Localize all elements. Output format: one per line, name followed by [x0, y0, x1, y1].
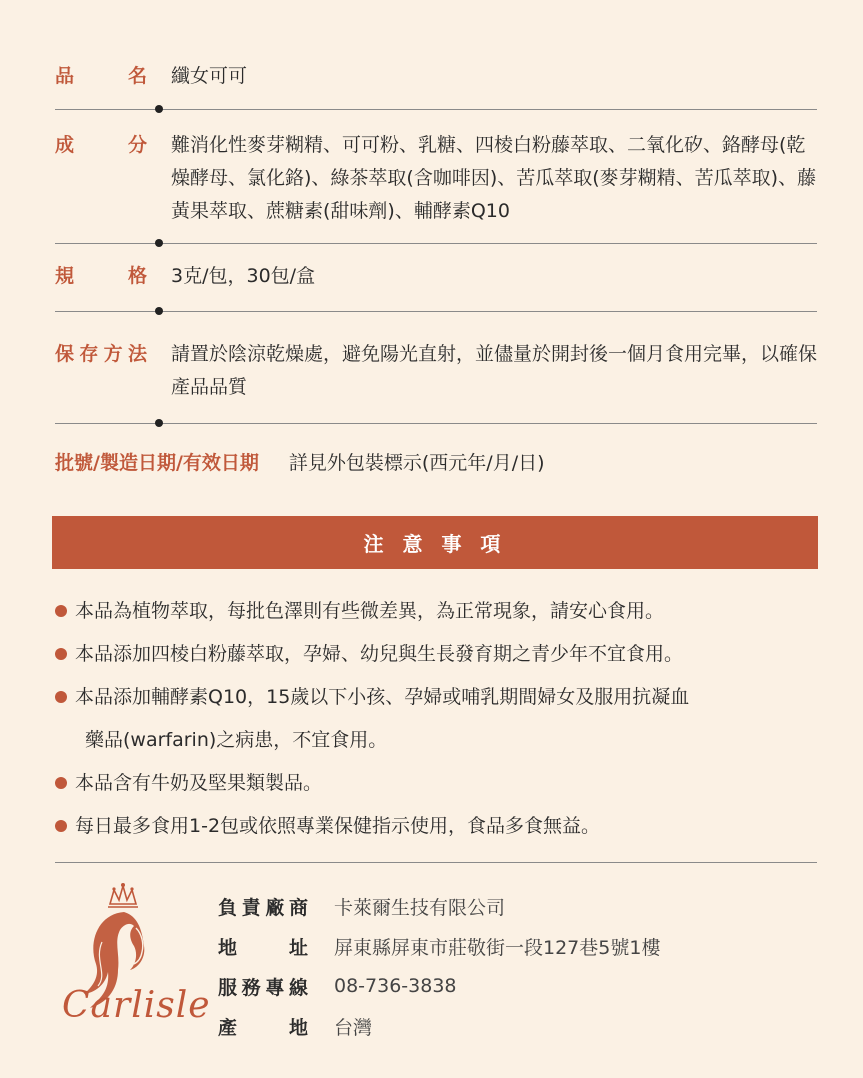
notice-item-text: 本品含有牛奶及堅果類製品。: [75, 772, 323, 794]
notice-item: [55, 676, 825, 719]
company-service-row: [218, 966, 660, 1006]
spec-name-value: 纖女可可: [171, 65, 248, 87]
spec-name-label: 品 名: [55, 65, 147, 87]
notice-item-text: 藥品(warfarin)之病患，不宜食用。: [85, 729, 388, 751]
notice-list: [55, 590, 825, 848]
notice-item: [55, 805, 825, 848]
company-responsible-row: [218, 886, 660, 926]
brand-name: Carlisle: [62, 985, 211, 1026]
spec-ingredients-row: [55, 129, 817, 228]
notice-item: [55, 590, 825, 633]
divider-dot: [155, 105, 163, 113]
notice-item: [55, 633, 825, 676]
divider: [55, 243, 817, 244]
divider: [55, 423, 817, 424]
divider-dot: [155, 239, 163, 247]
divider: [55, 311, 817, 312]
spec-size-row: [55, 260, 817, 293]
spec-storage-value: 請置於陰涼乾燥處，避免陽光直射，並儘量於開封後一個月食用完畢，以確保產品品質: [171, 343, 818, 398]
company-responsible-value: 卡萊爾生技有限公司: [334, 896, 506, 919]
divider: [55, 109, 817, 110]
bullet-icon: [55, 820, 67, 832]
bullet-icon: [55, 691, 67, 703]
spec-ingredients-label: 成 分: [55, 134, 147, 156]
company-address-label: 地 址: [218, 936, 308, 959]
spec-size-value: 3克/包，30包/盒: [171, 265, 316, 287]
spec-storage-label: 保存方法: [55, 343, 147, 365]
notice-item-text: 每日最多食用1-2包或依照專業保健指示使用，食品多食無益。: [75, 815, 601, 837]
company-info: [218, 886, 660, 1046]
company-address-value: 屏東縣屏東市莊敬街一段127巷5號1樓: [334, 936, 661, 959]
notice-item-text: 本品添加輔酵素Q10，15歲以下小孩、孕婦或哺乳期間婦女及服用抗凝血: [75, 686, 690, 708]
notice-banner: 注 意 事 項: [52, 516, 818, 569]
bullet-icon: [55, 777, 67, 789]
spec-ingredients-value: 難消化性麥芽糊精、可可粉、乳糖、四棱白粉藤萃取、二氧化矽、鉻酵母(乾燥酵母、氯化鉻)、綠茶萃取(含咖啡因)、苦瓜萃取(麥芽糊精、苦瓜萃取)、藤黃果萃取、蔗糖素(甜味劑)、輔酵素Q10: [171, 134, 817, 222]
divider: [55, 862, 817, 863]
company-address-row: [218, 926, 660, 966]
spec-size-label: 規 格: [55, 265, 147, 287]
company-origin-row: [218, 1006, 660, 1046]
company-service-value: 08-736-3838: [334, 975, 457, 997]
spec-batch-value: 詳見外包裝標示(西元年/月/日): [288, 452, 545, 474]
spec-batch-row: [55, 447, 817, 480]
spec-storage-row: [55, 338, 817, 404]
bullet-icon: [55, 605, 67, 617]
bullet-icon: [55, 648, 67, 660]
notice-item-continued: [55, 719, 825, 762]
company-origin-label: 產 地: [218, 1016, 308, 1039]
notice-item-text: 本品為植物萃取，每批色澤則有些微差異，為正常現象，請安心食用。: [75, 600, 665, 622]
divider-dot: [155, 419, 163, 427]
spec-name-row: [55, 60, 817, 93]
company-service-label: 服務專線: [218, 976, 308, 999]
company-responsible-label: 負責廠商: [218, 896, 308, 919]
spec-batch-label: 批號/製造日期/有效日期: [55, 452, 259, 474]
divider-dot: [155, 307, 163, 315]
company-origin-value: 台灣: [334, 1016, 373, 1039]
notice-item: [55, 762, 825, 805]
notice-item-text: 本品添加四棱白粉藤萃取，孕婦、幼兒與生長發育期之青少年不宜食用。: [75, 643, 684, 665]
